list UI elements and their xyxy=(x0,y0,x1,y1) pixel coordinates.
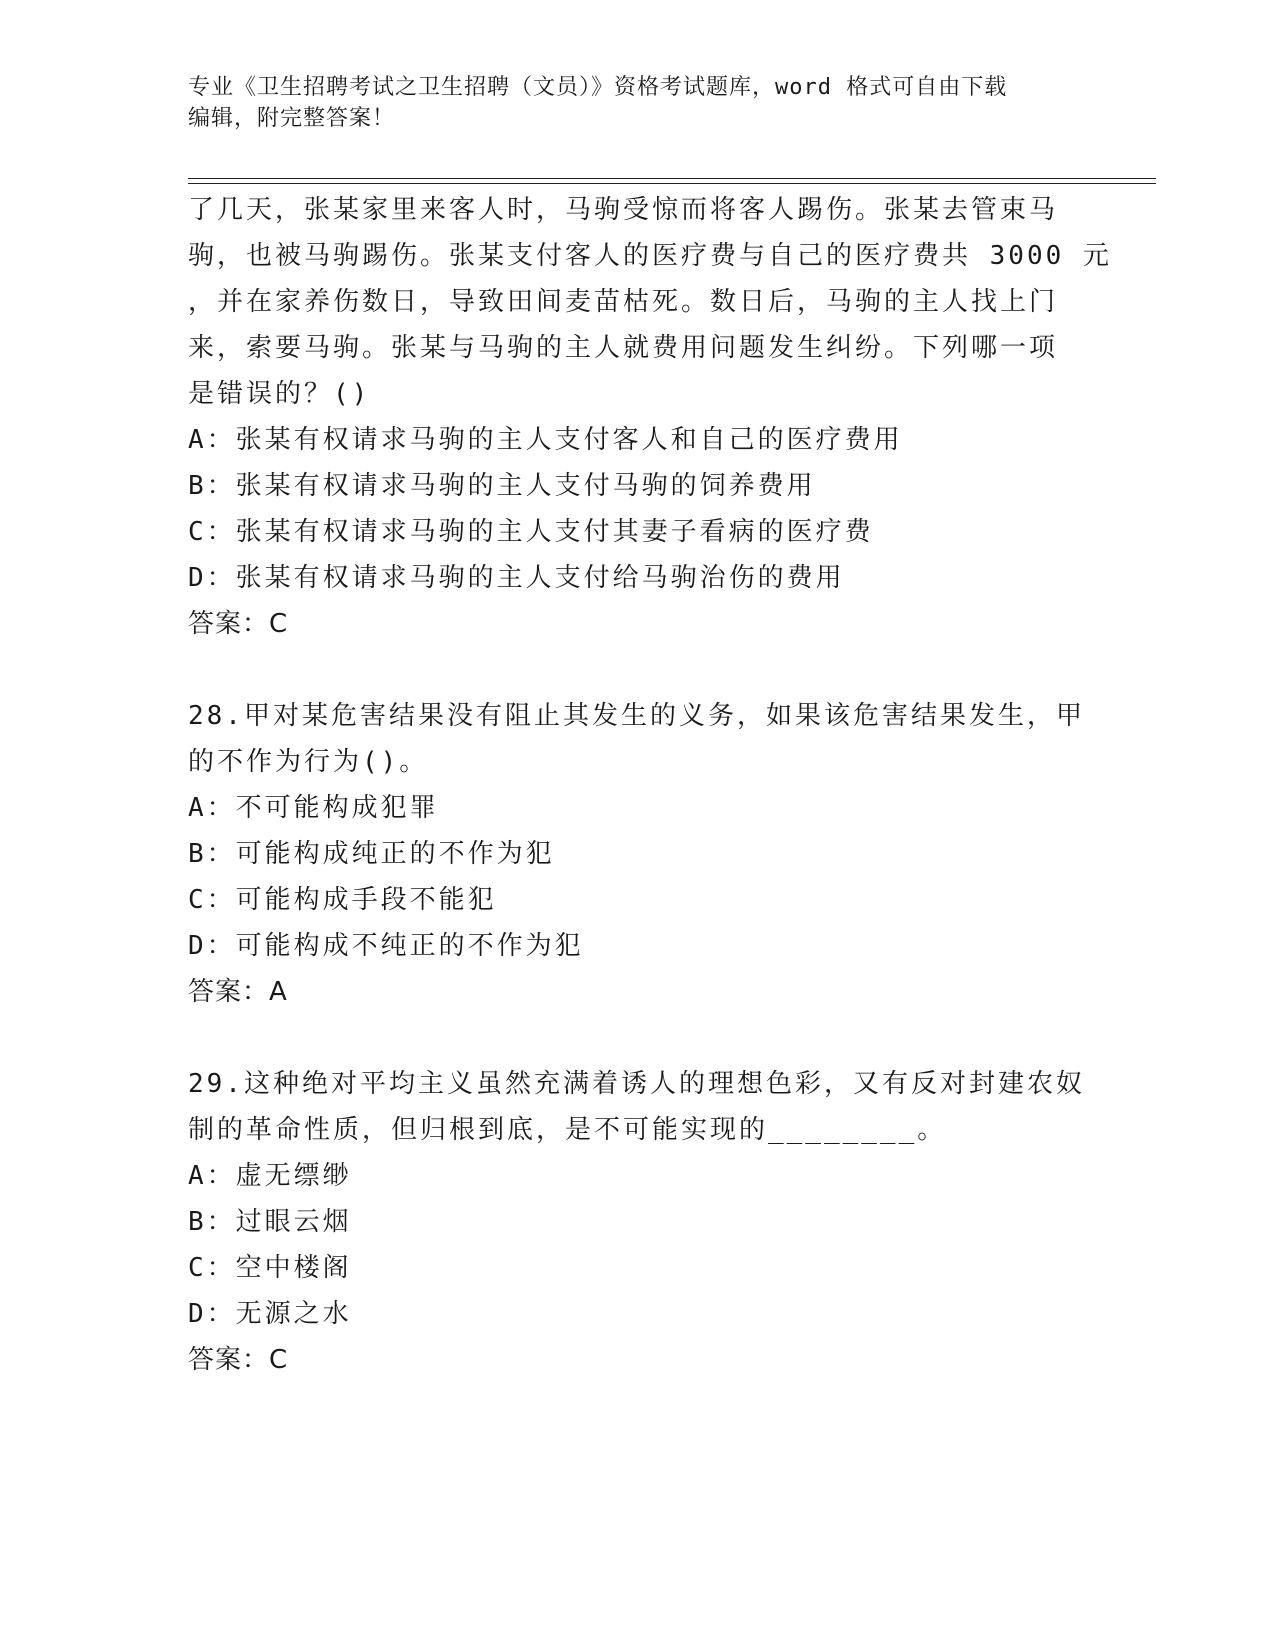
answer: 答案：C xyxy=(188,1345,289,1375)
option-c: C：张某有权请求马驹的主人支付其妻子看病的医疗费 xyxy=(188,517,874,547)
document-header xyxy=(188,72,1088,134)
option-c: C：可能构成手段不能犯 xyxy=(188,885,497,915)
question-29 xyxy=(188,1061,1085,1383)
option-d: D：张某有权请求马驹的主人支付给马驹治伤的费用 xyxy=(188,563,845,593)
question-stem-line: 的不作为行为()。 xyxy=(188,747,429,777)
answer: 答案：C xyxy=(188,609,289,639)
option-a: A：虚无缥缈 xyxy=(188,1161,352,1191)
header-divider-top xyxy=(188,178,1156,179)
header-line-2: 编辑，附完整答案！ xyxy=(188,106,396,131)
question-28 xyxy=(188,693,1085,1015)
spacer xyxy=(188,1015,1068,1061)
option-d: D：可能构成不纯正的不作为犯 xyxy=(188,931,584,961)
option-b: B：可能构成纯正的不作为犯 xyxy=(188,839,555,869)
question-stem-line: 驹，也被马驹踢伤。张某支付客人的医疗费与自己的医疗费共 3000 元 xyxy=(188,241,1112,271)
option-b: B：张某有权请求马驹的主人支付马驹的饲养费用 xyxy=(188,471,816,501)
question-stem-line: 28.甲对某危害结果没有阻止其发生的义务，如果该危害结果发生，甲 xyxy=(188,701,1085,731)
question-list xyxy=(188,187,1112,1383)
spacer xyxy=(188,647,1068,693)
question-27 xyxy=(188,187,1112,647)
question-stem-line: 了几天，张某家里来客人时，马驹受惊而将客人踢伤。张某去管束马 xyxy=(188,195,1059,225)
option-b: B：过眼云烟 xyxy=(188,1207,352,1237)
question-stem-line: ，并在家养伤数日，导致田间麦苗枯死。数日后，马驹的主人找上门 xyxy=(188,287,1059,317)
question-stem-line: 制的革命性质，但归根到底，是不可能实现的________。 xyxy=(188,1115,947,1145)
option-c: C：空中楼阁 xyxy=(188,1253,352,1283)
option-a: A：不可能构成犯罪 xyxy=(188,793,439,823)
option-a: A：张某有权请求马驹的主人支付客人和自己的医疗费用 xyxy=(188,425,903,455)
header-divider-bottom xyxy=(188,183,1156,184)
header-line-1: 专业《卫生招聘考试之卫生招聘（文员）》资格考试题库，word 格式可自由下载 xyxy=(188,75,1008,100)
option-d: D：无源之水 xyxy=(188,1299,352,1329)
answer: 答案：A xyxy=(188,977,288,1007)
question-stem-line: 来，索要马驹。张某与马驹的主人就费用问题发生纠纷。下列哪一项 xyxy=(188,333,1059,363)
question-stem-line: 是错误的？() xyxy=(188,379,371,409)
question-stem-line: 29.这种绝对平均主义虽然充满着诱人的理想色彩，又有反对封建农奴 xyxy=(188,1069,1085,1099)
